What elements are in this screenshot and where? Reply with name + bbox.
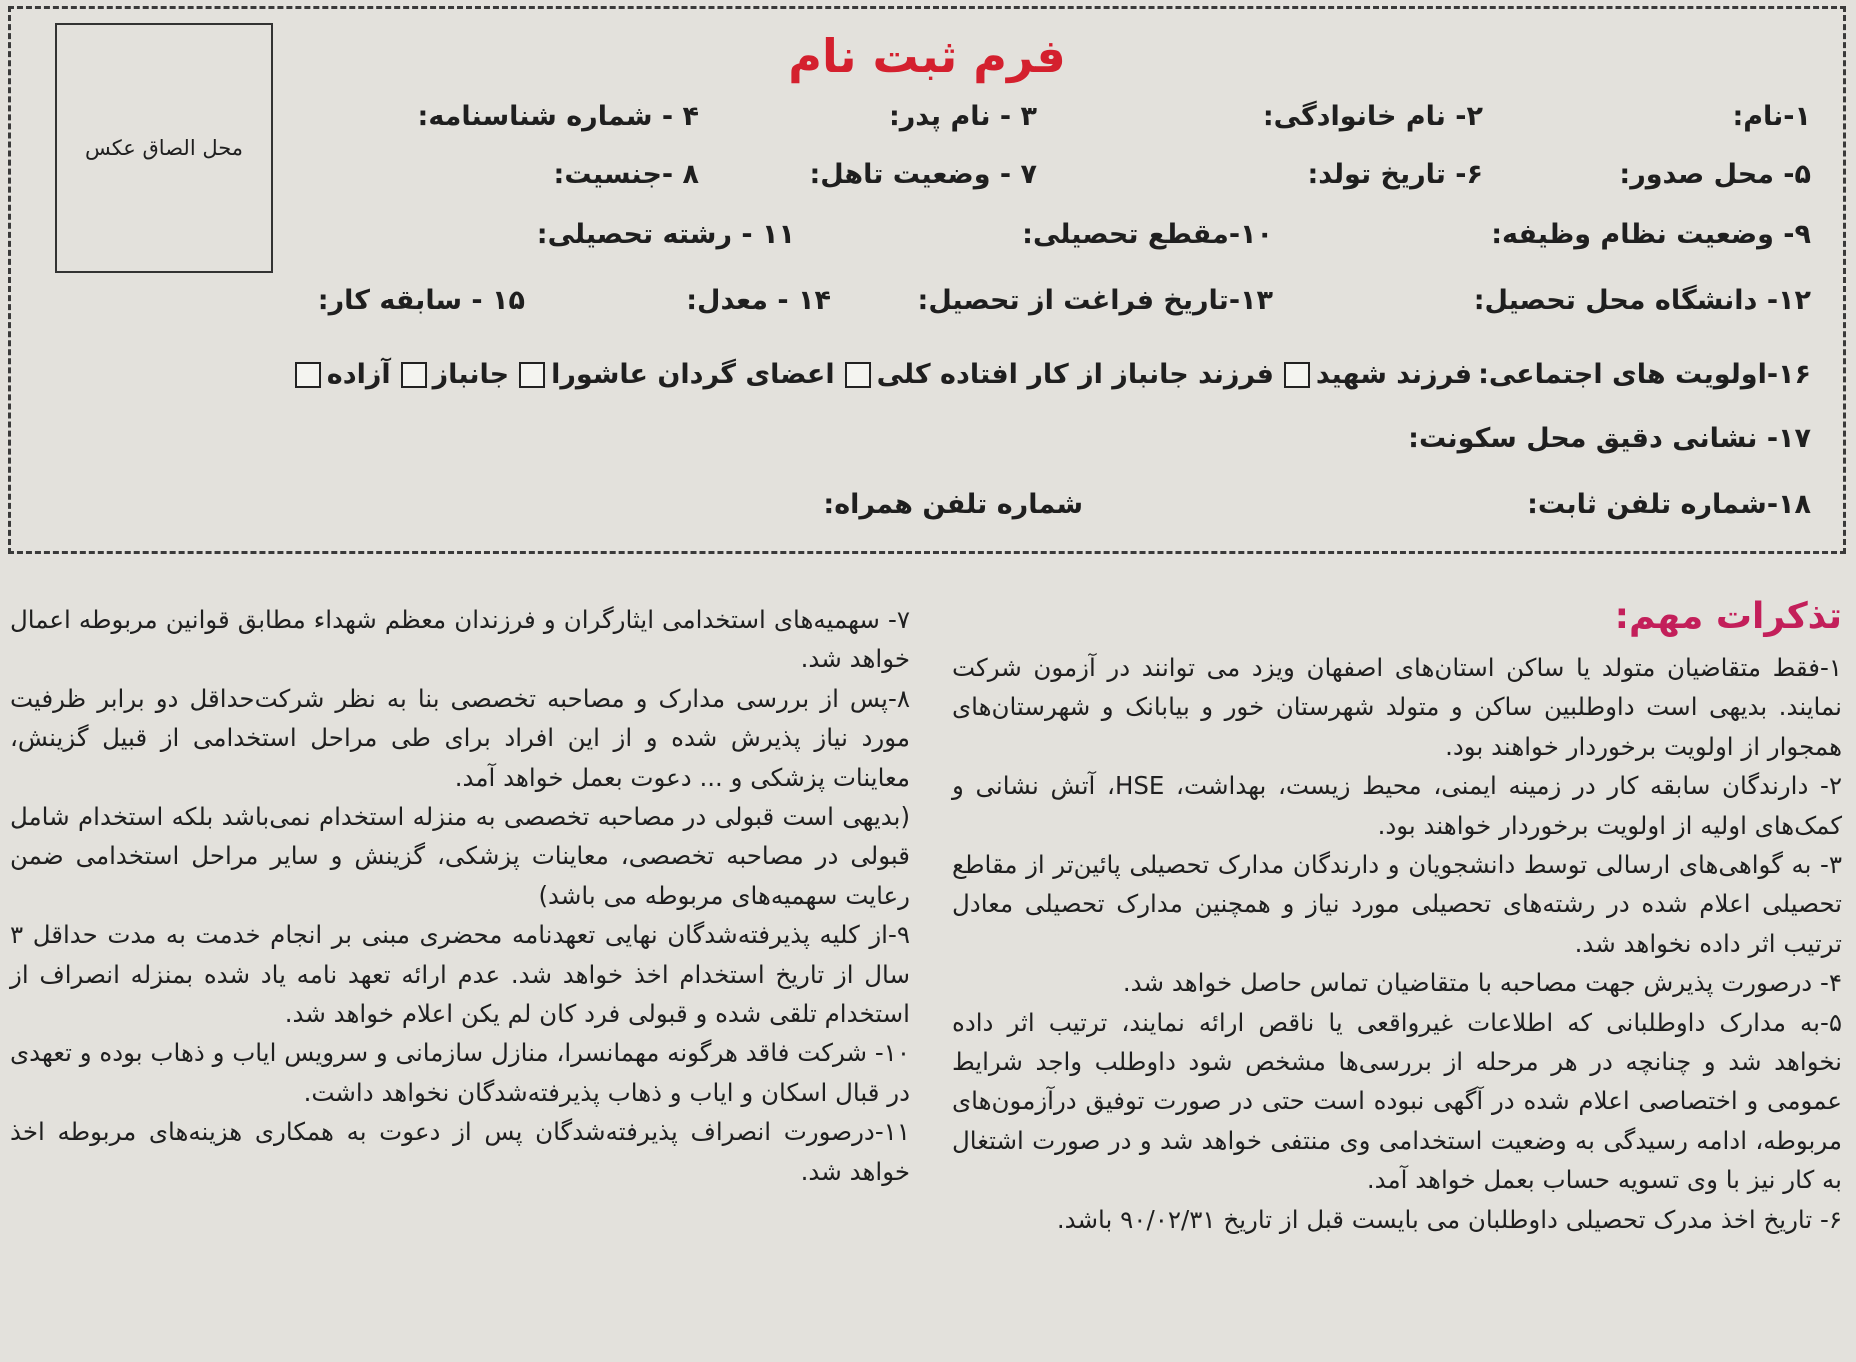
- checkbox-veteran[interactable]: [401, 362, 427, 388]
- option-freed-pow[interactable]: [295, 359, 391, 390]
- field-issue-place: ۵- محل صدور:: [1619, 159, 1811, 190]
- note-item: (بدیهی است قبولی در مصاحبه تخصصی به منزله استخدام نمی‌باشد بلکه استخدام شامل قبولی در مصاحبه تخصصی، معاینات پزشکی، گزینش و سایر مراحل استخدامی ضمن رعایت سهمیه‌های مربوطه می باشد): [10, 802, 910, 910]
- field-gender: ۸ -جنسیت:: [553, 159, 699, 190]
- field-major: ۱۱ - رشته تحصیلی:: [536, 219, 795, 250]
- option-disabled-veteran-child[interactable]: [845, 359, 1274, 390]
- social-priorities-label: ۱۶-اولویت های اجتماعی:: [1478, 359, 1811, 390]
- field-work-experience: ۱۵ - سابقه کار:: [317, 285, 525, 316]
- field-mobile: شماره تلفن همراه:: [823, 489, 1083, 520]
- registration-form: [8, 6, 1846, 554]
- option-label: جانباز: [432, 359, 510, 390]
- note-item: ۲- دارندگان سابقه کار در زمینه ایمنی، محیط زیست، بهداشت، HSE، آتش نشانی و کمک‌های اولیه از اولویت برخوردار خواهند بود.: [952, 771, 1843, 840]
- note-item: ۱۱-درصورت انصراف پذیرفته‌شدگان پس از دعوت به همکاری هزینه‌های مربوطه اخذ خواهد شد.: [10, 1117, 910, 1186]
- checkbox-ashura-battalion[interactable]: [519, 362, 545, 388]
- field-father-name: ۳ - نام پدر:: [888, 101, 1037, 132]
- note-item: ۱۰- شرکت فاقد هرگونه مهمانسرا، منازل سازمانی و سرویس ایاب و ذهاب بوده و تعهدی در قبال اسکان و ایاب و ذهاب پذیرفته‌شدگان نخواهد داشت.: [10, 1038, 910, 1107]
- note-item: ۹-از کلیه پذیرفته‌شدگان نهایی تعهدنامه محضری مبنی بر انجام خدمت به مدت حداقل ۳ سال از تاریخ استخدام اخذ خواهد شد. عدم ارائه تعهد نامه یاد شده بمنزله انصراف از استخدام تلقی شده و قبولی فرد کان لم یکن اعلام خواهد شد.: [10, 920, 910, 1029]
- checkbox-freed-pow[interactable]: [295, 362, 321, 388]
- note-item: ۶- تاریخ اخذ مدرک تحصیلی داوطلبان می بایست قبل از تاریخ ۹۰/۰۲/۳۱ باشد.: [1056, 1204, 1842, 1234]
- field-graduation-date: ۱۳-تاریخ فراغت از تحصیل:: [917, 285, 1273, 316]
- option-veteran[interactable]: [401, 359, 509, 390]
- option-label: فرزند شهید: [1315, 359, 1473, 390]
- option-label: اعضای گردان عاشورا: [551, 359, 835, 390]
- option-label: آزاده: [326, 359, 391, 390]
- field-landline: ۱۸-شماره تلفن ثابت:: [1527, 489, 1811, 520]
- notes-title: تذکرات مهم:: [1614, 596, 1842, 637]
- field-marital-status: ۷ - وضعیت تاهل:: [809, 159, 1037, 190]
- option-ashura-battalion[interactable]: [519, 359, 835, 390]
- note-item: ۷- سهمیه‌های استخدامی ایثارگران و فرزندان معظم شهداء مطابق قوانین مربوطه اعمال خواهد شد.: [10, 605, 910, 674]
- checkbox-disabled-veteran-child[interactable]: [845, 362, 871, 388]
- field-last-name: ۲- نام خانوادگی:: [1262, 101, 1483, 132]
- field-gpa: ۱۴ - معدل:: [686, 285, 831, 316]
- option-martyr-child[interactable]: [1284, 359, 1472, 390]
- field-first-name: ۱-نام:: [1732, 101, 1811, 132]
- social-priorities-options: [295, 359, 1472, 390]
- field-birth-date: ۶- تاریخ تولد:: [1307, 159, 1483, 190]
- option-label: فرزند جانباز از کار افتاده کلی: [876, 359, 1274, 390]
- photo-label: محل الصاق عکس: [84, 136, 244, 160]
- note-item: ۵-به مدارک داوطلبانی که اطلاعات غیرواقعی یا ناقص ارائه نمایند، ترتیب اثر داده نخواهد شد و چنانچه در هر مرحله از بررسی‌ها مشخص شود داوطلب واجد شرایط عمومی و اختصاصی اعلام شده در آگهی نبوده است حتی در صورت توفیق درآزمون‌های مربوطه، ادامه رسیدگی به وضعیت استخدامی وی منتفی خواهد شد و در صورت اشتغال به کار نیز با وی تسویه حساب بعمل خواهد آمد.: [952, 1007, 1842, 1195]
- notes-left-column: [10, 600, 910, 1191]
- field-education-level: ۱۰-مقطع تحصیلی:: [1022, 219, 1273, 250]
- note-item: ۸-پس از بررسی مدارک و مصاحبه تخصصی بنا به نظر شرکت‌حداقل دو برابر ظرفیت مورد نیاز پذیرش شده و از این افراد برای طی مراحل استخدامی از قبیل گزینش، معاینات پزشکی و ... دعوت بعمل خواهد آمد.: [10, 683, 910, 792]
- field-id-number: ۴ - شماره شناسنامه:: [417, 101, 699, 132]
- social-priorities-row: [295, 359, 1811, 390]
- field-address: ۱۷- نشانی دقیق محل سکونت:: [1408, 423, 1811, 454]
- note-item: ۱-فقط متقاضیان متولد یا ساکن استان‌های اصفهان ویزد می توانند در آزمون شرکت نمایند. بدیهی است داوطلبین ساکن و متولد شهرستان خور و بیابانک و شهرستان‌های همجوار از اولویت برخوردار خواهند بود.: [952, 653, 1842, 761]
- note-item: ۴- درصورت پذیرش جهت مصاحبه با متقاضیان تماس حاصل خواهد شد.: [1122, 968, 1842, 998]
- field-military-status: ۹- وضعیت نظام وظیفه:: [1491, 219, 1811, 250]
- note-item: ۳- به گواهی‌های ارسالی توسط دانشجویان و دارندگان مدارک تحصیلی پائین‌تر از مقاطع تحصیلی اعلام شده در رشته‌های تحصیلی مورد نیاز و همچنین مدارک تحصیلی معادل ترتیب اثر داده نخواهد شد.: [952, 850, 1842, 958]
- notes-right-column: [952, 648, 1842, 1239]
- form-title: فرم ثبت نام: [788, 29, 1066, 83]
- checkbox-martyr-child[interactable]: [1284, 362, 1310, 388]
- field-university: ۱۲- دانشگاه محل تحصیل:: [1473, 285, 1811, 316]
